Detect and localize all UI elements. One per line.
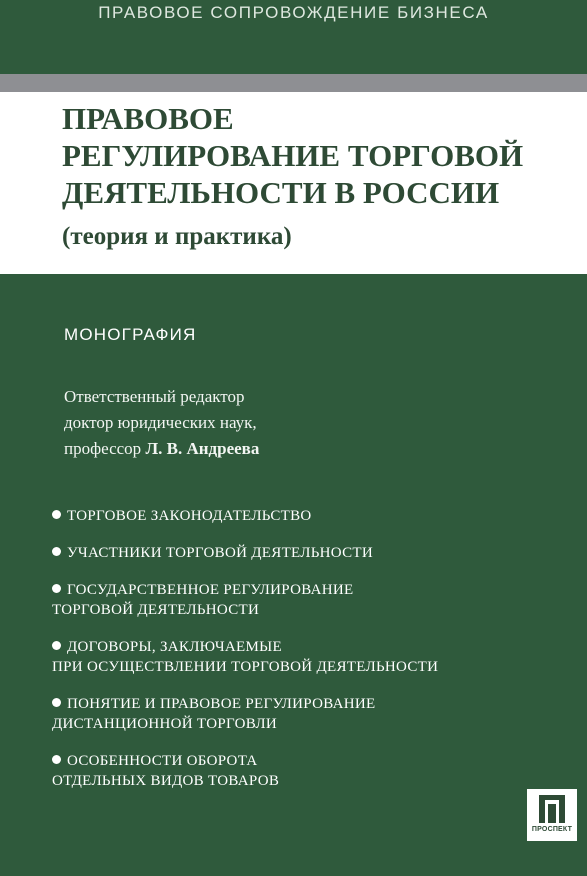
topic-line: ОТДЕЛЬНЫХ ВИДОВ ТОВАРОВ — [52, 773, 280, 789]
editor-name: Л. В. Андреева — [145, 439, 260, 458]
topic-item — [52, 694, 552, 734]
editor-line — [64, 436, 259, 462]
book-title-line: ДЕЯТЕЛЬНОСТИ В РОССИИ — [62, 175, 500, 210]
topic-line: УЧАСТНИКИ ТОРГОВОЙ ДЕЯТЕЛЬНОСТИ — [67, 545, 374, 561]
topic-line: ДОГОВОРЫ, ЗАКЛЮЧАЕМЫЕ — [67, 639, 282, 655]
topic-line: ДИСТАНЦИОННОЙ ТОРГОВЛИ — [52, 716, 278, 732]
topics-list — [52, 506, 552, 808]
editor-line: доктор юридических наук, — [64, 413, 257, 432]
editor-credits — [64, 384, 259, 462]
topic-item — [52, 543, 552, 563]
title-box — [0, 92, 587, 274]
book-title-line: РЕГУЛИРОВАНИЕ ТОРГОВОЙ — [62, 138, 524, 173]
topic-line: ОСОБЕННОСТИ ОБОРОТА — [67, 753, 258, 769]
book-title-line: ПРАВОВОЕ — [62, 101, 234, 136]
topic-item — [52, 506, 552, 526]
genre-label: МОНОГРАФИЯ — [64, 325, 197, 344]
publisher-logo-icon — [539, 795, 565, 823]
bullet-icon — [52, 755, 61, 764]
book-title — [62, 100, 582, 211]
bullet-icon — [52, 510, 61, 519]
topic-line: ТОРГОВОЕ ЗАКОНОДАТЕЛЬСТВО — [67, 508, 312, 524]
book-subtitle: (теория и практика) — [62, 223, 292, 250]
topic-line: ТОРГОВОЙ ДЕЯТЕЛЬНОСТИ — [52, 602, 260, 618]
bullet-icon — [52, 641, 61, 650]
gray-band — [0, 74, 587, 92]
series-title: ПРАВОВОЕ СОПРОВОЖДЕНИЕ БИЗНЕСА — [98, 3, 489, 22]
editor-title: профессор — [64, 439, 146, 458]
topic-line: ГОСУДАРСТВЕННОЕ РЕГУЛИРОВАНИЕ — [67, 582, 354, 598]
topic-item — [52, 751, 552, 791]
topic-line: ПОНЯТИЕ И ПРАВОВОЕ РЕГУЛИРОВАНИЕ — [67, 696, 376, 712]
topic-line: ПРИ ОСУЩЕСТВЛЕНИИ ТОРГОВОЙ ДЕЯТЕЛЬНОСТИ — [52, 659, 439, 675]
editor-line: Ответственный редактор — [64, 387, 245, 406]
topic-item — [52, 580, 552, 620]
publisher-logo — [527, 789, 577, 841]
bullet-icon — [52, 698, 61, 707]
publisher-name: ПРОСПЕКТ — [531, 826, 573, 833]
bullet-icon — [52, 547, 61, 556]
topic-item — [52, 637, 552, 677]
bullet-icon — [52, 584, 61, 593]
